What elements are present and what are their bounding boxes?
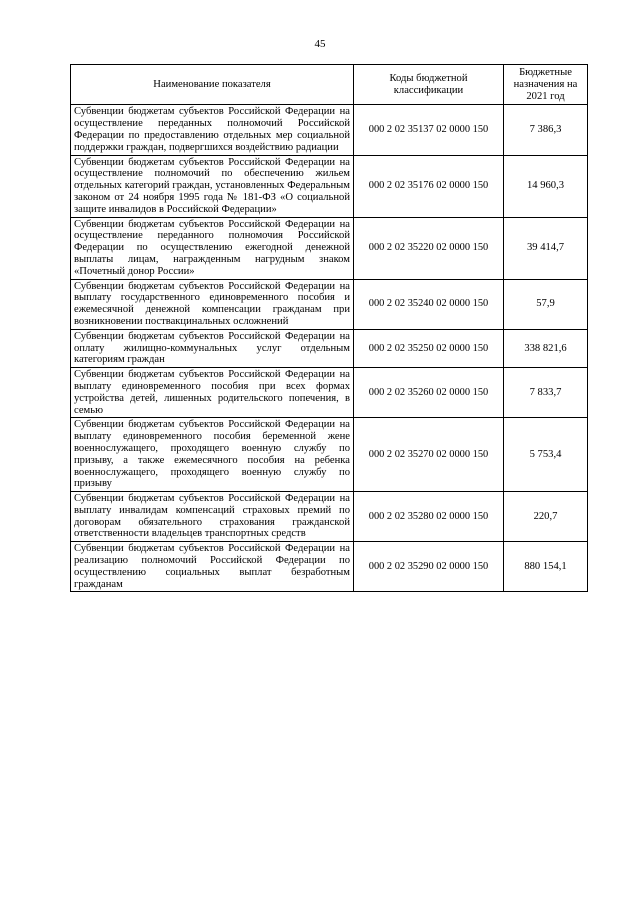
row-budget-code: 000 2 02 35176 02 0000 150	[354, 155, 504, 217]
row-budget-amount: 880 154,1	[504, 542, 588, 592]
row-indicator-name: Субвенции бюджетам субъектов Российской Федерации на выплату единовременного пособия беременной жене военнослужащего, проходящего военную службу по призыву, а также ежемесячного пособия на ребенка военнослужащего, проходящего военную службу по призыву	[71, 418, 354, 492]
row-budget-amount: 7 833,7	[504, 368, 588, 418]
row-budget-amount: 39 414,7	[504, 217, 588, 279]
budget-table	[70, 64, 588, 592]
row-budget-amount: 5 753,4	[504, 418, 588, 492]
row-budget-amount: 57,9	[504, 279, 588, 329]
row-budget-code: 000 2 02 35270 02 0000 150	[354, 418, 504, 492]
row-budget-code: 000 2 02 35280 02 0000 150	[354, 492, 504, 542]
table-row	[71, 368, 588, 418]
row-indicator-name: Субвенции бюджетам субъектов Российской Федерации на оплату жилищно-коммунальных услуг отдельным категориям граждан	[71, 329, 354, 367]
row-budget-amount: 338 821,6	[504, 329, 588, 367]
row-indicator-name: Субвенции бюджетам субъектов Российской Федерации на выплату инвалидам компенсаций страховых премий по договорам обязательного страхования гражданской ответственности владельцев транспортных средств	[71, 492, 354, 542]
table-row	[71, 105, 588, 155]
table-row	[71, 155, 588, 217]
page-number: 45	[314, 38, 326, 50]
table-row	[71, 542, 588, 592]
row-budget-amount: 14 960,3	[504, 155, 588, 217]
table-row	[71, 217, 588, 279]
table-row	[71, 418, 588, 492]
row-budget-amount: 220,7	[504, 492, 588, 542]
header-row	[71, 65, 588, 105]
table-body	[71, 105, 588, 592]
row-budget-amount: 7 386,3	[504, 105, 588, 155]
row-budget-code: 000 2 02 35220 02 0000 150	[354, 217, 504, 279]
row-budget-code: 000 2 02 35250 02 0000 150	[354, 329, 504, 367]
table-row	[71, 329, 588, 367]
row-budget-code: 000 2 02 35240 02 0000 150	[354, 279, 504, 329]
row-indicator-name: Субвенции бюджетам субъектов Российской Федерации на выплату государственного единовременного пособия и ежемесячной денежной компенсации гражданам при возникновении поствакцинальных осложнений	[71, 279, 354, 329]
row-indicator-name: Субвенции бюджетам субъектов Российской Федерации на осуществление полномочий по обеспечению жильем отдельных категорий граждан, установленных Федеральным законом от 24 ноября 1995 года № 181-ФЗ «О социальной защите инвалидов в Российской Федерации»	[71, 155, 354, 217]
row-budget-code: 000 2 02 35290 02 0000 150	[354, 542, 504, 592]
table-row	[71, 492, 588, 542]
row-indicator-name: Субвенции бюджетам субъектов Российской Федерации на выплату единовременного пособия при всех формах устройства детей, лишенных родительского попечения, в семью	[71, 368, 354, 418]
table-header	[71, 65, 588, 105]
header-budget-amount: Бюджетные назначения на 2021 год	[504, 65, 588, 105]
row-indicator-name: Субвенции бюджетам субъектов Российской Федерации на осуществление переданных полномочий Российской Федерации по предоставлению отдельных мер социальной поддержки граждан, подвергшихся воздействию радиации	[71, 105, 354, 155]
header-indicator-name: Наименование показателя	[71, 65, 354, 105]
header-budget-code: Коды бюджетной классификации	[354, 65, 504, 105]
row-indicator-name: Субвенции бюджетам субъектов Российской Федерации на осуществление переданного полномочия Российской Федерации по осуществлению ежегодной денежной выплаты лицам, награжденным нагрудным знаком «Почетный донор России»	[71, 217, 354, 279]
row-budget-code: 000 2 02 35137 02 0000 150	[354, 105, 504, 155]
row-budget-code: 000 2 02 35260 02 0000 150	[354, 368, 504, 418]
table-row	[71, 279, 588, 329]
row-indicator-name: Субвенции бюджетам субъектов Российской Федерации на реализацию полномочий Российской Федерации по осуществлению социальных выплат безработным гражданам	[71, 542, 354, 592]
